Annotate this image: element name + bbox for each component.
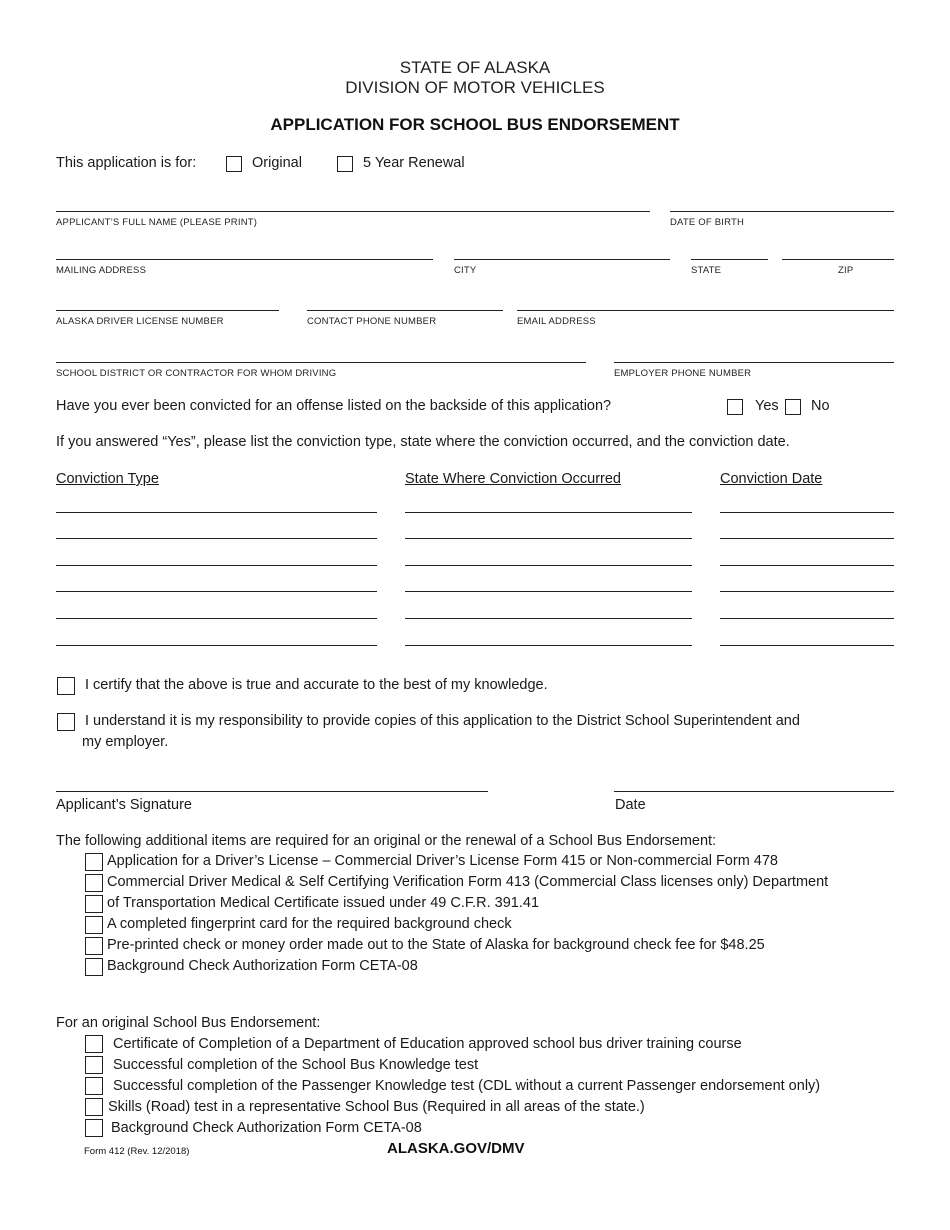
additional-item: Background Check Authorization Form CETA-08 [107, 958, 418, 974]
conviction-yes-label: Yes [755, 398, 779, 414]
conviction-date-line[interactable] [720, 538, 894, 539]
additional-item-checkbox[interactable] [85, 874, 103, 892]
original-item: Background Check Authorization Form CETA-08 [111, 1120, 422, 1136]
original-item-checkbox[interactable] [85, 1035, 103, 1053]
additional-item: Commercial Driver Medical & Self Certifying Verification Form 413 (Commercial Class licenses only) Department [107, 874, 829, 890]
division-heading: DIVISION OF MOTOR VEHICLES [345, 78, 605, 97]
conviction-instruction: If you answered “Yes”, please list the conviction type, state where the conviction occurred, and the conviction date. [56, 434, 790, 450]
conviction-state-line[interactable] [405, 538, 692, 539]
original-item: Certificate of Completion of a Department of Education approved school bus driver training course [113, 1036, 742, 1052]
additional-item: Pre-printed check or money order made out to the State of Alaska for background check fee for $48.25 [107, 937, 765, 953]
employer-phone-input[interactable] [614, 362, 894, 363]
signature-date-label: Date [615, 797, 646, 813]
form-number: Form 412 (Rev. 12/2018) [84, 1146, 190, 1157]
additional-item-checkbox[interactable] [85, 937, 103, 955]
signature-date-input[interactable] [614, 791, 894, 792]
conviction-type-header: Conviction Type [56, 471, 159, 487]
original-item-checkbox[interactable] [85, 1098, 103, 1116]
zip-input[interactable] [782, 259, 894, 260]
email-input[interactable] [517, 310, 894, 311]
email-label: EMAIL ADDRESS [517, 316, 596, 327]
dob-label: DATE OF BIRTH [670, 217, 745, 228]
conviction-type-line[interactable] [56, 645, 377, 646]
zip-label: ZIP [838, 265, 854, 276]
state-input[interactable] [691, 259, 768, 260]
additional-items-intro: The following additional items are required for an original or the renewal of a School Bus Endorsement: [56, 833, 717, 849]
full-name-input[interactable] [56, 211, 650, 212]
conviction-yes-checkbox[interactable] [727, 399, 743, 415]
certify-checkbox[interactable] [57, 677, 75, 695]
original-item-checkbox[interactable] [85, 1119, 103, 1137]
license-number-input[interactable] [56, 310, 279, 311]
application-type-prompt: This application is for: [56, 155, 197, 171]
original-item-checkbox[interactable] [85, 1077, 103, 1095]
school-district-label: SCHOOL DISTRICT OR CONTRACTOR FOR WHOM DRIVING [56, 368, 337, 379]
conviction-state-line[interactable] [405, 512, 692, 513]
conviction-date-line[interactable] [720, 618, 894, 619]
conviction-date-line[interactable] [720, 565, 894, 566]
original-label: Original [252, 155, 302, 171]
full-name-label: APPLICANT’S FULL NAME (PLEASE PRINT) [56, 217, 258, 228]
mailing-address-label: MAILING ADDRESS [56, 265, 147, 276]
original-item: Successful completion of the School Bus Knowledge test [113, 1057, 479, 1073]
contact-phone-input[interactable] [307, 310, 503, 311]
additional-item-checkbox[interactable] [85, 853, 103, 871]
conviction-type-line[interactable] [56, 591, 377, 592]
state-label: STATE [691, 265, 722, 276]
employer-phone-label: EMPLOYER PHONE NUMBER [614, 368, 752, 379]
responsibility-statement-line1: I understand it is my responsibility to provide copies of this application to the District School Superintendent and [85, 713, 800, 729]
responsibility-statement-line2: my employer. [82, 734, 169, 750]
state-heading: STATE OF ALASKA [399, 58, 551, 77]
conviction-state-line[interactable] [405, 618, 692, 619]
renewal-label: 5 Year Renewal [363, 155, 465, 171]
additional-item: Application for a Driver’s License – Commercial Driver’s License Form 415 or Non-commercial Form 478 [107, 853, 778, 869]
original-item: Successful completion of the Passenger Knowledge test (CDL without a current Passenger endorsement only) [113, 1078, 821, 1094]
additional-item: of Transportation Medical Certificate issued under 49 C.F.R. 391.41 [107, 895, 540, 911]
city-input[interactable] [454, 259, 670, 260]
conviction-type-line[interactable] [56, 538, 377, 539]
dob-input[interactable] [670, 211, 894, 212]
additional-item-checkbox[interactable] [85, 895, 103, 913]
conviction-type-line[interactable] [56, 565, 377, 566]
conviction-date-header: Conviction Date [720, 471, 823, 487]
signature-label: Applicant’s Signature [56, 797, 192, 813]
conviction-date-line[interactable] [720, 512, 894, 513]
contact-phone-label: CONTACT PHONE NUMBER [307, 316, 437, 327]
additional-item-checkbox[interactable] [85, 916, 103, 934]
original-items-intro: For an original School Bus Endorsement: [56, 1015, 321, 1031]
conviction-date-line[interactable] [720, 645, 894, 646]
dmv-website: ALASKA.GOV/DMV [387, 1140, 525, 1157]
original-item: Skills (Road) test in a representative School Bus (Required in all areas of the state.) [108, 1099, 645, 1115]
mailing-address-input[interactable] [56, 259, 433, 260]
certify-statement: I certify that the above is true and accurate to the best of my knowledge. [85, 677, 548, 693]
signature-input[interactable] [56, 791, 488, 792]
conviction-state-line[interactable] [405, 565, 692, 566]
renewal-checkbox[interactable] [337, 156, 353, 172]
form-title: APPLICATION FOR SCHOOL BUS ENDORSEMENT [270, 115, 680, 134]
city-label: CITY [454, 265, 477, 276]
conviction-no-label: No [811, 398, 830, 414]
license-number-label: ALASKA DRIVER LICENSE NUMBER [56, 316, 224, 327]
school-district-input[interactable] [56, 362, 586, 363]
original-item-checkbox[interactable] [85, 1056, 103, 1074]
conviction-state-header: State Where Conviction Occurred [405, 471, 621, 487]
conviction-state-line[interactable] [405, 591, 692, 592]
conviction-state-line[interactable] [405, 645, 692, 646]
additional-item-checkbox[interactable] [85, 958, 103, 976]
conviction-question: Have you ever been convicted for an offense listed on the backside of this application? [56, 398, 612, 414]
conviction-type-line[interactable] [56, 512, 377, 513]
additional-item: A completed fingerprint card for the required background check [107, 916, 512, 932]
conviction-date-line[interactable] [720, 591, 894, 592]
conviction-type-line[interactable] [56, 618, 377, 619]
original-checkbox[interactable] [226, 156, 242, 172]
conviction-no-checkbox[interactable] [785, 399, 801, 415]
responsibility-checkbox[interactable] [57, 713, 75, 731]
